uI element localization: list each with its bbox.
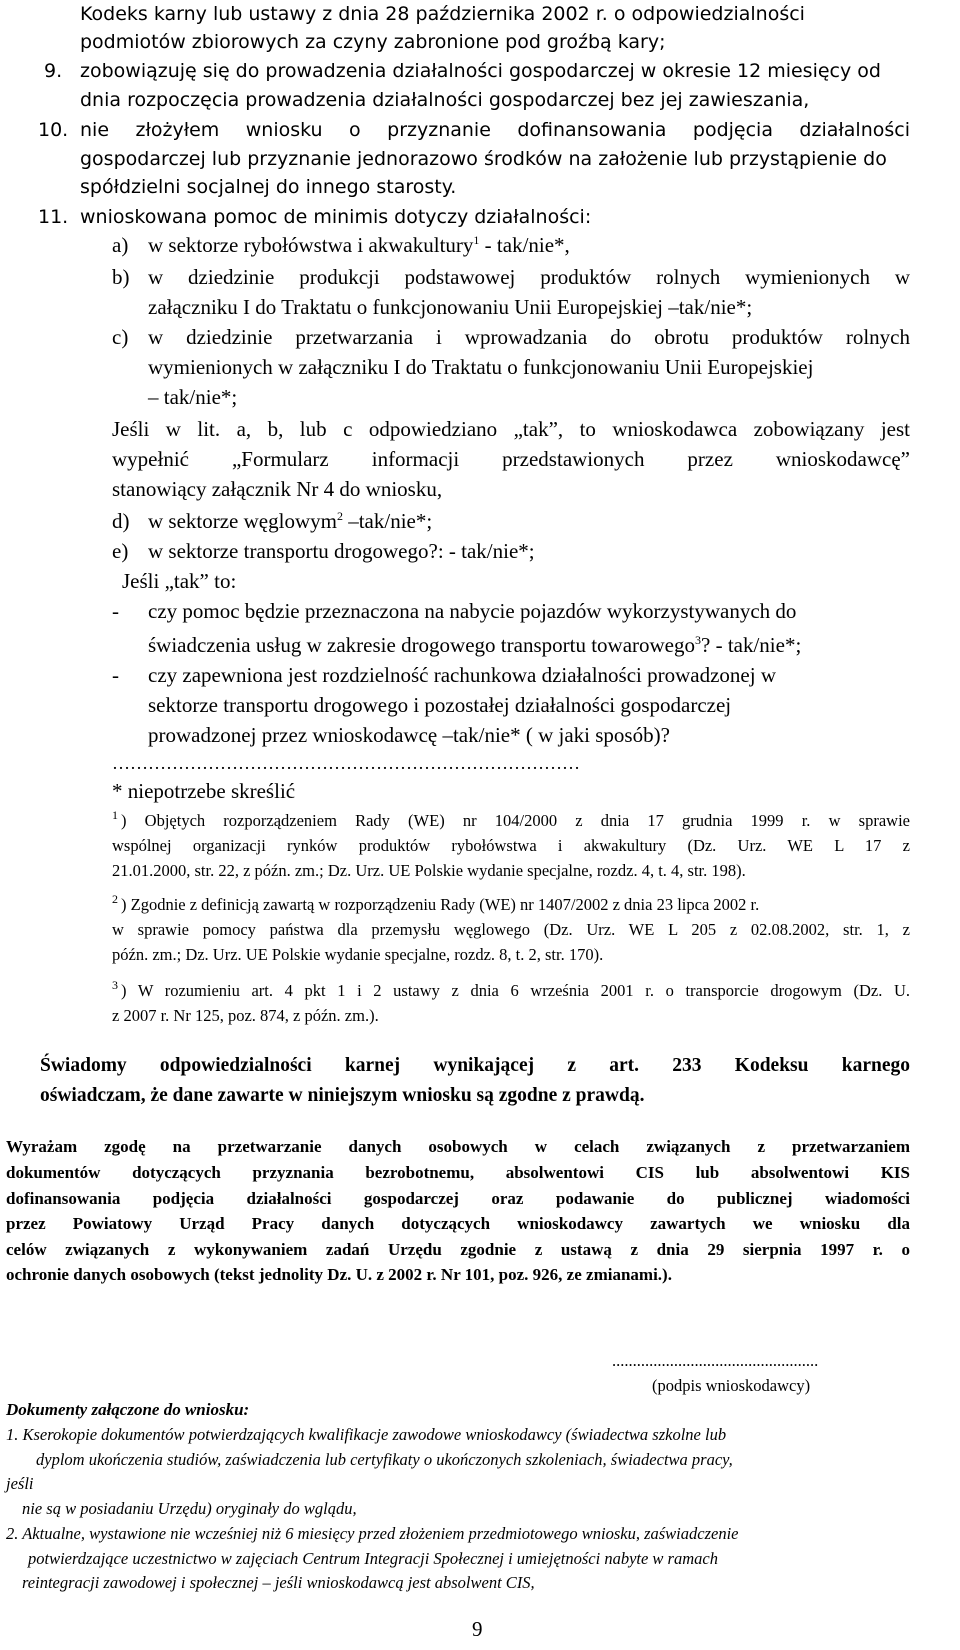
item9-line2: dnia rozpoczęcia prowadzenia działalności gospodarczej bez jej zawieszania, xyxy=(80,89,810,111)
sub-c-line2: wymienionych w załączniku I do Traktatu o funkcjonowaniu Unii Europejskiej xyxy=(148,355,814,379)
sub-e-label: e) xyxy=(112,539,129,563)
declaration-line2: oświadczam, że dane zawarte w niniejszym wniosku są zgodne z prawdą. xyxy=(40,1085,645,1106)
attachment-1-line3: jeśli xyxy=(6,1474,34,1493)
item10-line3: spółdzielni socjalnej do innego starosty. xyxy=(80,176,457,198)
footnote-2-line1: $^2$ ) Zgodnie z definicją zawartą w rozporządzeniu Rady (WE) nr 1407/2002 z dnia 23 lipca 2002 r. xyxy=(112,892,760,914)
dash2-line2: sektorze transportu drogowego i pozostałej działalności gospodarczej xyxy=(148,693,732,717)
item8-line2: podmiotów zbiorowych za czyny zabronione pod groźbą kary; xyxy=(80,31,666,53)
consent-line6: ochronie danych osobowych (tekst jednolity Dz. U. z 2002 r. Nr 101, poz. 926, ze zmianami.). xyxy=(6,1265,672,1284)
item9-line1: zobowiązuję się do prowadzenia działalności gospodarczej w okresie 12 miesięcy od xyxy=(80,60,881,82)
sub-a-label: a) xyxy=(112,233,129,257)
sub-a-text: w sektorze rybołówstwa i akwakultury$^1$ - tak/nie*, xyxy=(148,233,570,257)
item8-line1: Kodeks karny lub ustawy z dnia 28 października 2002 r. o odpowiedzialności xyxy=(80,3,805,25)
consent-line5: celów związanych z wykonywaniem zadań Urzędu zgodnie z ustawą z dnia 29 sierpnia 1997 r. o xyxy=(6,1240,910,1259)
declaration-line1: Świadomy odpowiedzialności karnej wynikającej z art. 233 Kodeksu karnego xyxy=(40,1055,910,1076)
footnote-1-line2: wspólnej organizacji rynków produktów rybołówstwa i akwakultury (Dz. Urz. WE L 17 z xyxy=(112,836,910,855)
sub-d-label: d) xyxy=(112,509,130,533)
sub-c-line3: – tak/nie*; xyxy=(148,385,238,409)
sub-d-text: w sektorze węglowym$^2$ –tak/nie*; xyxy=(148,509,433,533)
consent-line2: dokumentów dotyczących przyznania bezrobotnemu, absolwentowi CIS lub absolwentowi KIS xyxy=(6,1163,910,1182)
sub-c-line1: w dziedzinie przetwarzania i wprowadzania do obrotu produktów rolnych xyxy=(148,325,910,349)
consent-line3: dofinansowania podjęcia działalności gospodarczej oraz podawanie do publicznej wiadomości xyxy=(6,1189,910,1208)
footnote-3-line2: z 2007 r. Nr 125, poz. 874, z późn. zm.). xyxy=(112,1006,379,1025)
attachment-2-line1: 2. Aktualne, wystawione nie wcześniej niż 6 miesięcy przed złożeniem przedmiotowego wniosku, zaświadczenie xyxy=(6,1524,739,1543)
sub-b-label: b) xyxy=(112,265,130,289)
attachment-2-line3: reintegracji zawodowej i społecznej – jeśli wnioskodawcą jest absolwent CIS, xyxy=(22,1573,535,1592)
sub-c-label: c) xyxy=(112,325,129,349)
dash1-line1: czy pomoc będzie przeznaczona na nabycie pojazdów wykorzystywanych do xyxy=(148,599,797,623)
item11-number: 11. xyxy=(38,206,69,228)
consent-line1: Wyrażam zgodę na przetwarzanie danych osobowych w celach związanych z przetwarzaniem xyxy=(6,1137,910,1156)
dash2-mark: - xyxy=(112,663,119,687)
dotted-line: …………………………………………………………………… xyxy=(112,753,580,773)
item10-number: 10. xyxy=(38,119,69,141)
jesli-line2: wypełnić „Formularz informacji przedstawionych przez wnioskodawcę” xyxy=(112,447,910,471)
item10-line1: nie złożyłem wniosku o przyznanie dofinansowania podjęcia działalności xyxy=(80,119,910,141)
footnote-2-line2: w sprawie pomocy państwa dla przemysłu węglowego (Dz. Urz. WE L 205 z 02.08.2002, str. 1, z xyxy=(112,920,910,939)
dash1-mark: - xyxy=(112,599,119,623)
attachment-2-line2: potwierdzające uczestnictwo w zajęciach Centrum Integracji Społecznej i umiejętności nabyte w ramach xyxy=(28,1549,718,1568)
attachment-1-line2: dyplom ukończenia studiów, zaświadczenia lub certyfikaty o ukończonych szkoleniach, świadectwa pracy, xyxy=(36,1450,733,1469)
footnote-1-line3: 21.01.2000, str. 22, z późn. zm.; Dz. Urz. UE Polskie wydanie specjalne, rozdz. 4, t. 4, str. 198). xyxy=(112,861,746,880)
jesli-line3: stanowiący załącznik Nr 4 do wniosku, xyxy=(112,477,443,501)
attachments-heading: Dokumenty załączone do wniosku: xyxy=(6,1400,250,1419)
jesli-line1: Jeśli w lit. a, b, lub c odpowiedziano „tak”, to wnioskodawca zobowiązany jest xyxy=(112,417,910,441)
attachment-1-line1: 1. Kserokopie dokumentów potwierdzających kwalifikacje zawodowe wnioskodawcy (świadectwa szkolne lub xyxy=(6,1425,727,1444)
niepotrzebe-note: * niepotrzebe skreślić xyxy=(112,779,296,803)
dash2-line3: prowadzonej przez wnioskodawcę –tak/nie* ( w jaki sposób)? xyxy=(148,723,670,747)
sub-e-text: w sektorze transportu drogowego?: - tak/nie*; xyxy=(148,539,535,563)
item9-number: 9. xyxy=(44,60,63,82)
item11-line1: wnioskowana pomoc de minimis dotyczy działalności: xyxy=(80,206,592,228)
jesli-tak: Jeśli „tak” to: xyxy=(122,569,237,593)
sub-b-line1: w dziedzinie produkcji podstawowej produktów rolnych wymienionych w xyxy=(148,265,910,289)
page-number: 9 xyxy=(472,1617,483,1641)
sub-b-line2: załączniku I do Traktatu o funkcjonowaniu Unii Europejskiej –tak/nie*; xyxy=(148,295,753,319)
attachment-1-line4: nie są w posiadaniu Urzędu) oryginały do wglądu, xyxy=(22,1499,357,1518)
dash2-line1: czy zapewniona jest rozdzielność rachunkowa działalności prowadzonej w xyxy=(148,663,776,687)
dash1-line2: świadczenia usług w zakresie drogowego transportu towarowego$^3$? - tak/nie*; xyxy=(148,633,802,657)
footnote-1-line1: $^1$ ) Objętych rozporządzeniem Rady (WE) nr 104/2000 z dnia 17 grudnia 1999 r. w sprawie xyxy=(112,808,910,830)
signature-dots: .................................................. xyxy=(612,1351,819,1370)
footnote-2-line3: późn. zm.; Dz. Urz. UE Polskie wydanie specjalne, rozdz. 8, t. 2, str. 170). xyxy=(112,945,604,964)
consent-line4: przez Powiatowy Urząd Pracy danych dotyczących wnioskodawcy zawartych we wniosku dla xyxy=(6,1214,910,1233)
item10-line2: gospodarczej lub przyznanie jednorazowo środków na założenie lub przystąpienie do xyxy=(80,148,887,170)
footnote-3-line1: $^3$ ) W rozumieniu art. 4 pkt 1 i 2 ustawy z dnia 6 września 2001 r. o transporcie drogowym (Dz. U. xyxy=(112,978,910,1000)
signature-label: (podpis wnioskodawcy) xyxy=(652,1376,811,1395)
